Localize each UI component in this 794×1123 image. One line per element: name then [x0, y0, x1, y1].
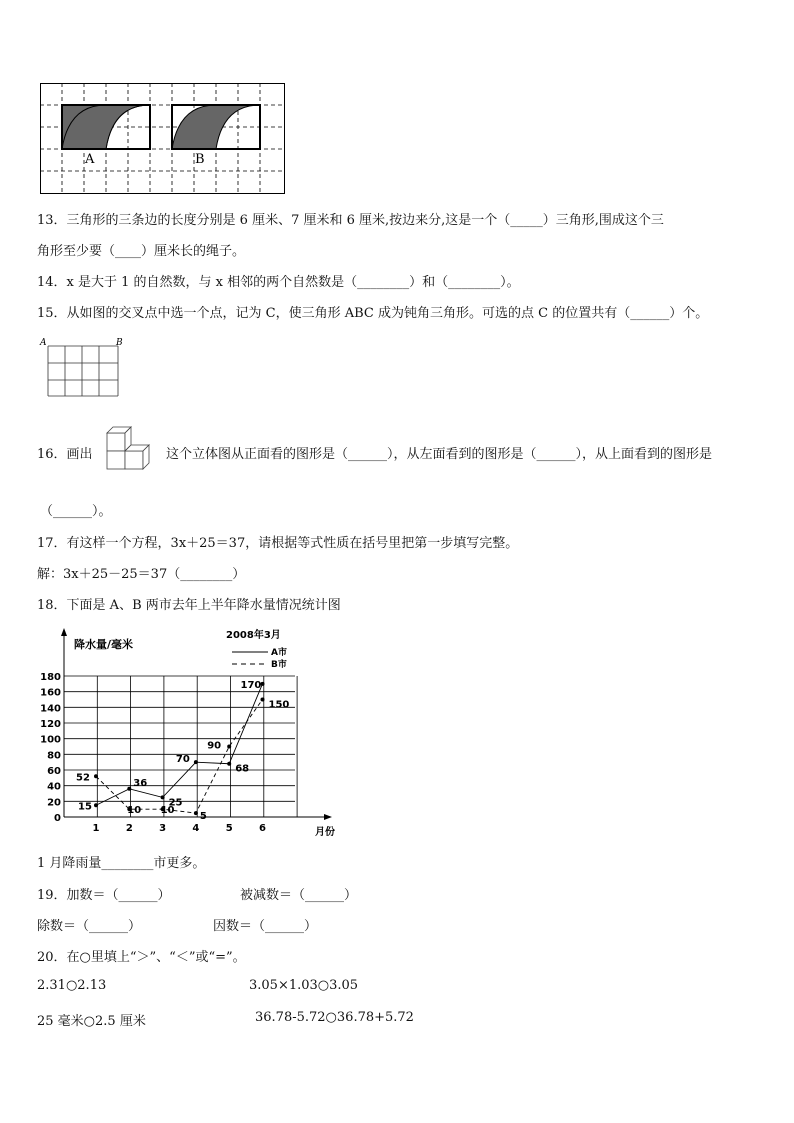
data-label: 10	[127, 805, 142, 817]
question-17: 17．有这样一个方程，3x＋25＝37，请根据等式性质在括号里把第一步填写完整。	[37, 536, 519, 551]
question-17-answer: 解：3x＋25－25＝37（________）	[37, 567, 246, 582]
data-label: 68	[235, 763, 250, 775]
legend-b: B市	[271, 660, 287, 670]
x-axis-label: 月份	[315, 827, 335, 838]
data-point	[161, 795, 165, 799]
question-13-line2: 角形至少要（____）厘米长的绳子。	[37, 244, 246, 259]
y-tick-label: 140	[40, 703, 61, 715]
data-label: 70	[175, 754, 190, 766]
legend	[232, 646, 287, 670]
shape-a	[62, 105, 150, 149]
y-tick-label: 0	[54, 813, 61, 824]
question-20: 20．在○里填上“＞”、“＜”或“=”。	[37, 950, 246, 965]
data-label: 10	[160, 805, 175, 817]
legend-a: A市	[271, 648, 287, 658]
y-tick-label: 100	[40, 734, 61, 746]
y-tick-label: 80	[47, 750, 61, 762]
compare-4: 36.78-5.72○36.78+5.72	[255, 1010, 414, 1025]
point-b-label: B	[116, 338, 123, 348]
question-19-addend: 19．加数＝（______）	[37, 888, 171, 903]
dot-grid-figure	[38, 336, 128, 400]
data-point	[194, 811, 198, 815]
rainfall-line-chart	[30, 622, 350, 840]
series-line-a	[96, 684, 263, 805]
label-a: A	[85, 152, 95, 167]
x-tick-label: 5	[225, 823, 233, 834]
data-point	[94, 803, 98, 807]
question-18: 18．下面是 A、B 两市去年上半年降水量情况统计图	[37, 598, 341, 613]
question-15: 15．从如图的交叉点中选一个点，记为 C，使三角形 ABC 成为钝角三角形。可选的点 C 的位置共有（______）个。	[37, 306, 709, 321]
y-tick-label: 160	[40, 687, 61, 699]
x-tick-label: 1	[92, 823, 100, 834]
y-tick-label: 60	[47, 766, 61, 777]
data-label: 25	[168, 797, 183, 809]
data-point	[127, 787, 131, 791]
y-tick-label: 40	[47, 781, 61, 793]
data-point	[227, 745, 231, 749]
y-tick-label: 120	[40, 719, 61, 730]
question-19-divisor: 除数＝（______）	[37, 919, 142, 934]
data-point	[261, 698, 265, 702]
data-point	[227, 762, 231, 766]
point-a-label: A	[40, 338, 47, 348]
y-axis-arrow	[61, 628, 67, 636]
question-14: 14．x 是大于 1 的自然数，与 x 相邻的两个自然数是（________）和（________）。	[37, 275, 520, 290]
data-label: 36	[133, 777, 148, 789]
x-tick-label: 6	[259, 823, 266, 834]
chart-title: 2008年3月	[226, 630, 281, 641]
compare-1: 2.31○2.13	[37, 978, 107, 993]
data-label: 15	[78, 801, 92, 813]
data-label: 170	[240, 679, 262, 691]
x-tick-label: 3	[159, 823, 167, 834]
question-18-answer: 1 月降雨量________市更多。	[37, 856, 206, 871]
data-label: 150	[268, 699, 290, 711]
question-16-prefix: 16．画出	[37, 447, 93, 462]
x-tick-label: 2	[125, 823, 133, 834]
x-tick-label: 4	[192, 823, 200, 834]
cube-stack-figure	[103, 423, 159, 477]
y-tick-label: 180	[40, 672, 61, 683]
question-13-line1: 13．三角形的三条边的长度分别是 6 厘米、7 厘米和 6 厘米,按边来分,这是一个（_____）三角形,围成这个三	[37, 213, 664, 228]
y-axis-label: 降水量/毫米	[74, 638, 134, 651]
data-point	[94, 774, 98, 778]
data-label: 52	[76, 772, 90, 784]
data-point	[194, 760, 198, 764]
label-b: B	[195, 152, 205, 167]
question-19-factor: 因数＝（______）	[213, 919, 318, 934]
x-axis-arrow	[324, 814, 332, 820]
data-label: 5	[199, 811, 207, 823]
y-tick-label: 20	[47, 797, 61, 809]
compare-3: 25 毫米○2.5 厘米	[37, 1014, 146, 1029]
compare-2: 3.05×1.03○3.05	[249, 978, 359, 993]
question-16-text: 这个立体图从正面看的图形是（______），从左面看到的图形是（______），从上面看到的图形是	[166, 447, 713, 462]
question-19-minuend: 被减数＝（______）	[240, 888, 358, 903]
shape-grid-figure	[40, 83, 286, 195]
question-16-line2: （______）。	[40, 504, 112, 519]
data-label: 90	[207, 740, 222, 752]
